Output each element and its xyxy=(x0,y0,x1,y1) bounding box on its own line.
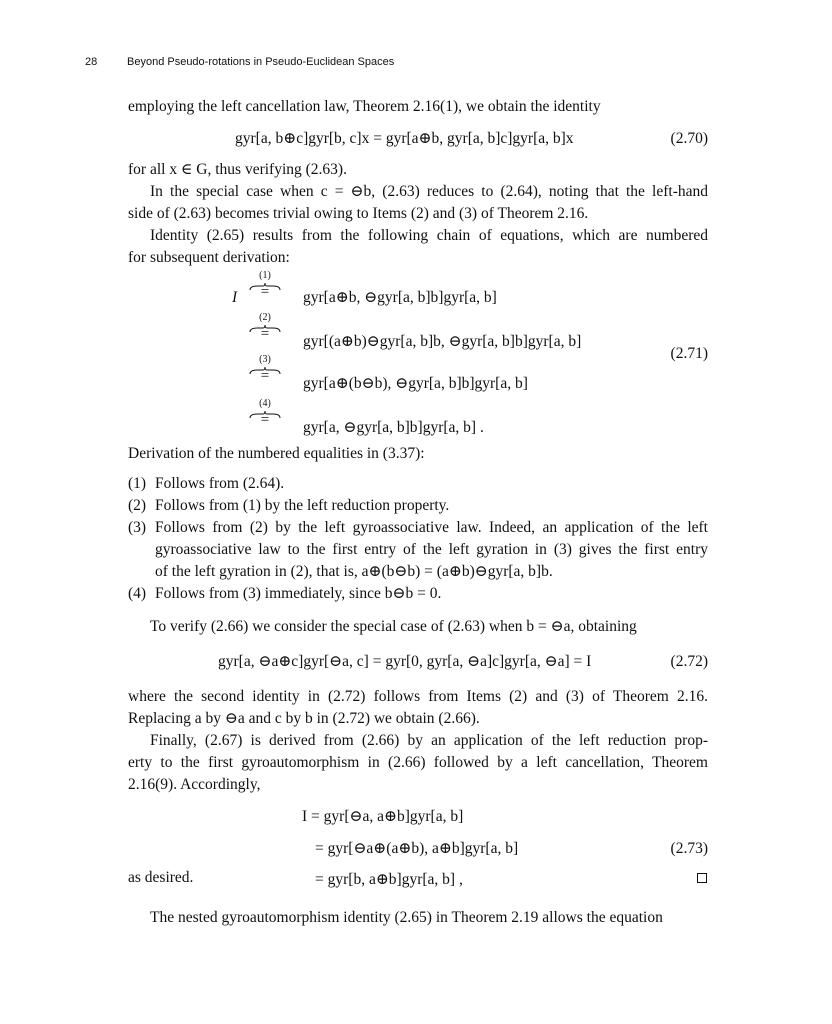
equation-row: gyr[(a⊕b)⊖gyr[a, b]b, ⊖gyr[a, b]b]gyr[a, b] xyxy=(303,333,582,350)
list-number: (4) xyxy=(128,585,147,602)
text-line: as desired. xyxy=(128,869,194,886)
list-number: (1) xyxy=(128,475,147,492)
equation-number: (2.71) xyxy=(670,345,708,362)
equation-2-70: gyr[a, b⊕c]gyr[b, c]x = gyr[a⊕b, gyr[a, b]c]gyr[a, b]x xyxy=(235,130,574,147)
list-item: of the left gyration in (2), that is, a⊕(b⊖b) = (a⊕b)⊖gyr[a, b]b. xyxy=(155,563,553,580)
list-item: Follows from (3) immediately, since b⊖b = 0. xyxy=(155,585,442,602)
text-line: Replacing a by ⊖a and c by b in (2.72) we obtain (2.66). xyxy=(128,710,480,727)
text-line: The nested gyroautomorphism identity (2.65) in Theorem 2.19 allows the equation xyxy=(150,909,663,926)
step-label: (3) xyxy=(259,354,271,365)
list-item: Follows from (1) by the left reduction property. xyxy=(155,497,450,514)
equals-sign: = xyxy=(260,412,270,428)
text-line: erty to the first gyroautomorphism in (2.66) followed by a left cancellation, Theorem xyxy=(128,754,708,771)
overbrace-equals xyxy=(245,400,285,440)
text-line: side of (2.63) becomes trivial owing to Items (2) and (3) of Theorem 2.16. xyxy=(128,205,589,222)
equation-row: gyr[a⊕b, ⊖gyr[a, b]b]gyr[a, b] xyxy=(303,289,497,306)
text-line: for all x ∈ G, thus verifying (2.63). xyxy=(128,161,347,178)
text-line: 2.16(9). Accordingly, xyxy=(128,776,261,793)
equals-sign: = xyxy=(260,326,270,342)
equals-sign: = xyxy=(260,284,270,300)
equation-row: gyr[a, ⊖gyr[a, b]b]gyr[a, b] . xyxy=(303,419,484,436)
equation-row: = gyr[⊖a⊕(a⊕b), a⊕b]gyr[a, b] xyxy=(315,840,519,857)
overbrace-equals xyxy=(245,356,285,396)
overbrace-equals xyxy=(245,314,285,354)
text-line: In the special case when c = ⊖b, (2.63) reduces to (2.64), noting that the left-hand xyxy=(150,183,708,200)
list-item: Follows from (2.64). xyxy=(155,475,285,492)
equation-number: (2.70) xyxy=(670,130,708,147)
text-line: where the second identity in (2.72) follows from Items (2) and (3) of Theorem 2.16. xyxy=(128,688,708,705)
qed-square-icon xyxy=(697,873,707,883)
text-line: for subsequent derivation: xyxy=(128,249,290,266)
list-item: gyroassociative law to the first entry of the left gyration in (3) gives the first entry xyxy=(155,541,708,558)
equation-number: (2.72) xyxy=(670,653,708,670)
text-line: Finally, (2.67) is derived from (2.66) by an application of the left reduction prop- xyxy=(150,732,708,749)
equation-lhs: I xyxy=(232,289,238,306)
page-number: 28 xyxy=(85,56,98,68)
derivation-heading: Derivation of the numbered equalities in (3.37): xyxy=(128,445,425,462)
equals-sign: = xyxy=(260,368,270,384)
step-label: (4) xyxy=(259,398,271,409)
step-label: (2) xyxy=(259,312,271,323)
equation-row: I = gyr[⊖a, a⊕b]gyr[a, b] xyxy=(302,808,464,825)
list-item: Follows from (2) by the left gyroassociative law. Indeed, an application of the left xyxy=(155,519,708,536)
running-title: Beyond Pseudo-rotations in Pseudo-Euclidean Spaces xyxy=(127,56,395,68)
text-line: Identity (2.65) results from the following chain of equations, which are numbered xyxy=(150,227,708,244)
overbrace-equals xyxy=(245,272,285,312)
equation-row: = gyr[b, a⊕b]gyr[a, b] , xyxy=(315,871,463,888)
equation-row: gyr[a⊕(b⊖b), ⊖gyr[a, b]b]gyr[a, b] xyxy=(303,375,528,392)
text-line: To verify (2.66) we consider the special case of (2.63) when b = ⊖a, obtaining xyxy=(150,618,637,635)
list-number: (2) xyxy=(128,497,147,514)
step-label: (1) xyxy=(259,270,271,281)
equation-number: (2.73) xyxy=(670,840,708,857)
list-number: (3) xyxy=(128,519,147,536)
equation-2-72: gyr[a, ⊖a⊕c]gyr[⊖a, c] = gyr[0, gyr[a, ⊖a]c]gyr[a, ⊖a] = I xyxy=(218,653,592,670)
text-line: employing the left cancellation law, Theorem 2.16(1), we obtain the identity xyxy=(128,98,601,115)
